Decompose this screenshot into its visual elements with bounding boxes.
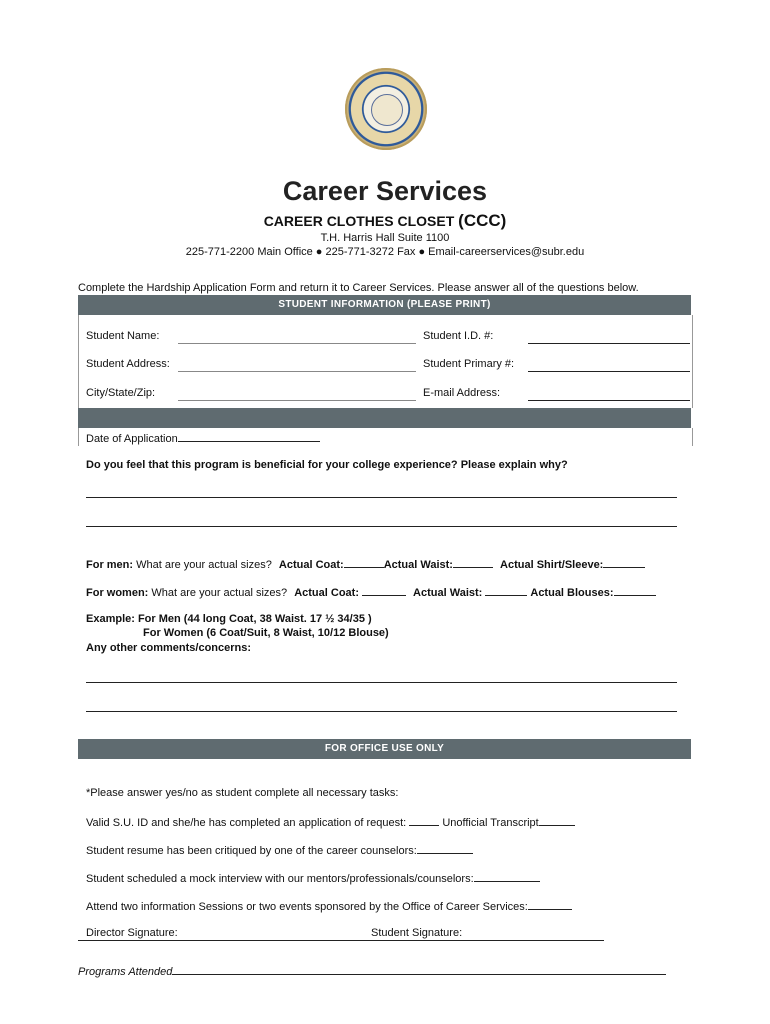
- men-prefix: For men:: [86, 559, 134, 571]
- student-info-heading: STUDENT INFORMATION (PLEASE PRINT): [78, 295, 691, 315]
- women-waist-label: Actual Waist:: [413, 587, 483, 599]
- subtitle-text: CAREER CLOTHES CLOSET: [263, 213, 455, 229]
- men-waist-label: Actual Waist:: [383, 559, 453, 571]
- comments-label: Any other comments/concerns:: [86, 642, 252, 654]
- programs-field[interactable]: [172, 964, 666, 975]
- section-divider-bar: [78, 408, 691, 428]
- city-state-zip-label: City/State/Zip:: [86, 387, 156, 399]
- subtitle-abbr: (CCC): [458, 211, 507, 230]
- men-sizes-row: [86, 557, 645, 571]
- task2-text: Student resume has been critiqued by one of the career counselors:: [86, 845, 417, 857]
- comments-line-2[interactable]: [86, 711, 677, 712]
- signature-line[interactable]: [78, 940, 604, 941]
- benefit-question: Do you feel that this program is beneficial for your college experience? Please explain why?: [86, 459, 568, 471]
- example-women: For Women (6 Coat/Suit, 8 Waist, 10/12 Blouse): [143, 627, 389, 639]
- men-waist-field[interactable]: [453, 557, 493, 568]
- office-address: T.H. Harris Hall Suite 1100: [320, 232, 450, 244]
- task1-text: Valid S.U. ID and she/he has completed an application of request:: [86, 817, 407, 829]
- student-phone-field[interactable]: [528, 371, 690, 372]
- student-phone-label: Student Primary #:: [423, 358, 515, 370]
- student-info-box: [78, 315, 693, 408]
- task1b-text: Unofficial Transcript: [442, 817, 539, 829]
- programs-label: Programs Attended: [78, 966, 173, 978]
- task-row-2: [86, 843, 473, 857]
- student-signature-label: Student Signature:: [371, 927, 463, 939]
- seal-emblem: [371, 94, 403, 126]
- men-coat-field[interactable]: [344, 557, 384, 568]
- student-name-field[interactable]: [178, 343, 416, 344]
- university-seal: [345, 68, 427, 150]
- email-label: E-mail Address:: [423, 387, 501, 399]
- task3-field[interactable]: [474, 871, 540, 882]
- task-row-3: [86, 871, 540, 885]
- women-sizes-row: [86, 585, 656, 599]
- date-of-application: [86, 431, 320, 445]
- task1b-field[interactable]: [539, 815, 575, 826]
- instructions: Complete the Hardship Application Form and return it to Career Services. Please answer all of the questions below.: [78, 282, 639, 294]
- office-use-heading: FOR OFFICE USE ONLY: [78, 739, 691, 759]
- task-row-1: [86, 815, 575, 829]
- men-shirt-field[interactable]: [603, 557, 645, 568]
- task3-text: Student scheduled a mock interview with our mentors/professionals/counselors:: [86, 873, 474, 885]
- task2-field[interactable]: [417, 843, 473, 854]
- example-men: Example: For Men (44 long Coat, 38 Waist. 17 ½ 34/35 ): [86, 613, 372, 625]
- answer-line-2[interactable]: [86, 526, 677, 527]
- task1-field[interactable]: [409, 815, 439, 826]
- date-field[interactable]: [178, 431, 320, 442]
- student-address-label: Student Address:: [86, 358, 170, 370]
- task4-field[interactable]: [528, 899, 572, 910]
- programs-attended-row: [78, 964, 666, 978]
- women-coat-field[interactable]: [362, 585, 406, 596]
- women-prefix: For women:: [86, 587, 149, 599]
- page-subtitle: [0, 211, 770, 231]
- answer-line-1[interactable]: [86, 497, 677, 498]
- page-title: Career Services: [282, 176, 488, 206]
- women-blouses-label: Actual Blouses:: [530, 587, 614, 599]
- student-id-label: Student I.D. #:: [423, 330, 494, 342]
- men-shirt-label: Actual Shirt/Sleeve:: [500, 559, 604, 571]
- women-blouses-field[interactable]: [614, 585, 656, 596]
- office-contact: 225-771-2200 Main Office ● 225-771-3272 Fax ● Email-careerservices@subr.edu: [185, 246, 585, 258]
- student-address-field[interactable]: [178, 371, 416, 372]
- men-question: What are your actual sizes?: [133, 559, 272, 571]
- comments-line-1[interactable]: [86, 682, 677, 683]
- task4-text: Attend two information Sessions or two events sponsored by the Office of Career Services:: [86, 901, 528, 913]
- women-waist-field[interactable]: [485, 585, 527, 596]
- men-coat-label: Actual Coat:: [278, 559, 344, 571]
- task-row-4: [86, 899, 572, 913]
- date-label: Date of Application: [86, 433, 178, 445]
- director-signature-label: Director Signature:: [86, 927, 178, 939]
- city-state-zip-field[interactable]: [178, 400, 416, 401]
- women-coat-label: Actual Coat:: [294, 587, 359, 599]
- email-field[interactable]: [528, 400, 690, 401]
- student-id-field[interactable]: [528, 343, 690, 344]
- office-note: *Please answer yes/no as student complete all necessary tasks:: [86, 787, 399, 799]
- student-name-label: Student Name:: [86, 330, 160, 342]
- women-question: What are your actual sizes?: [148, 587, 288, 599]
